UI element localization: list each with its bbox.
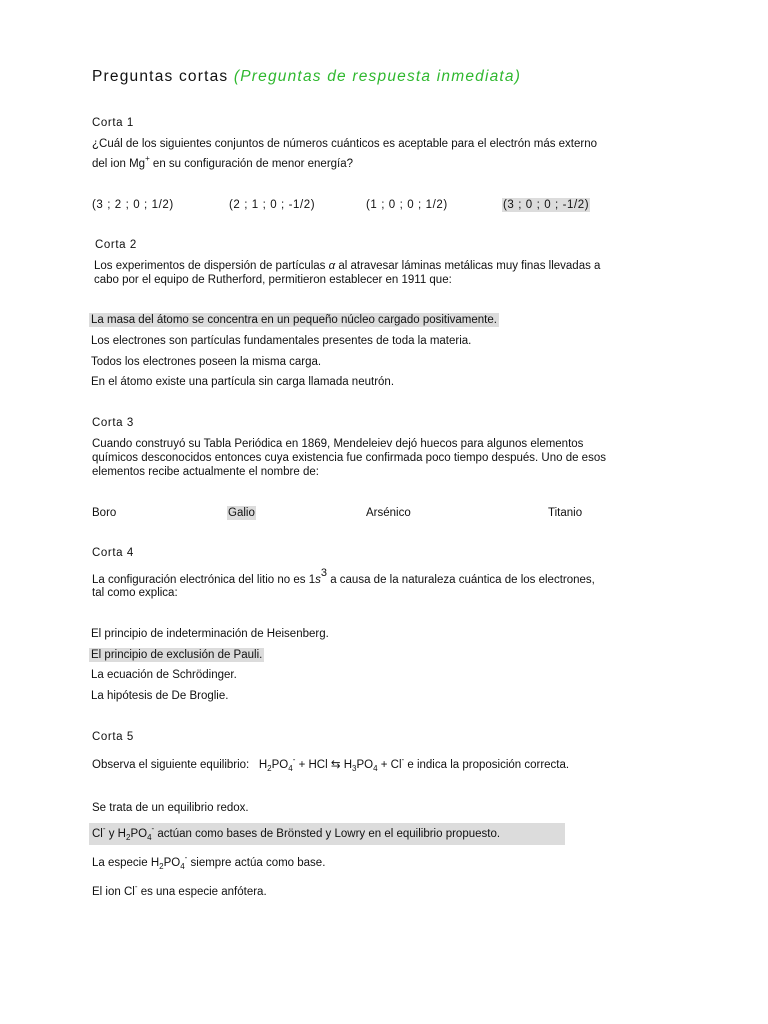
question-4-label: Corta 4 bbox=[92, 547, 134, 559]
q2-text-part: Los experimentos de dispersión de partículas bbox=[94, 260, 329, 272]
q1-option-2[interactable]: (2 ; 1 ; 0 ; -1/2) bbox=[229, 199, 316, 211]
page-title bbox=[92, 68, 521, 86]
q5-opt4-rest: es una especie anfótera. bbox=[137, 886, 267, 898]
question-3-text-line2: químicos desconocidos entonces cuya existencia fue confirmada poco tiempo después. Uno de esos bbox=[92, 452, 606, 464]
q5-equation bbox=[258, 755, 570, 773]
question-2-text-line2: cabo por el equipo de Rutherford, permitieron establecer en 1911 que: bbox=[94, 274, 452, 286]
question-2-label: Corta 2 bbox=[95, 239, 137, 251]
question-1-text-line2 bbox=[92, 154, 354, 170]
q2-option-3[interactable]: Todos los electrones poseen la misma carga. bbox=[91, 356, 322, 368]
q5-sup-minus: - bbox=[151, 824, 155, 833]
q3-option-3[interactable]: Arsénico bbox=[366, 507, 411, 519]
q1-superscript: + bbox=[145, 154, 150, 163]
eq-po: PO bbox=[356, 759, 374, 771]
question-3-text-line1: Cuando construyó su Tabla Periódica en 1869, Mendeleiev dejó huecos para algunos elementos bbox=[92, 438, 584, 450]
q5-option-3[interactable] bbox=[92, 853, 326, 871]
q4-option-3[interactable]: La ecuación de Schrödinger. bbox=[91, 669, 237, 681]
q1-text-part: del ion Mg bbox=[92, 158, 146, 170]
q5-sup-minus: - bbox=[134, 882, 138, 891]
q4-option-2-correct[interactable]: El principio de exclusión de Pauli. bbox=[91, 649, 263, 661]
q2-text-part: al atravesar láminas metálicas muy finas llevadas a bbox=[335, 260, 601, 272]
q1-text-part: en su configuración de menor energía? bbox=[149, 158, 354, 170]
q5-intro: Observa el siguiente equilibrio: bbox=[92, 759, 250, 771]
q4-superscript: 3 bbox=[320, 567, 327, 579]
title-subtitle: (Preguntas de respuesta inmediata) bbox=[233, 68, 522, 85]
q2-option-1-correct[interactable]: La masa del átomo se concentra en un pequeño núcleo cargado positivamente. bbox=[91, 314, 497, 326]
q5-sup-minus: - bbox=[184, 853, 188, 862]
question-4-text-line2: tal como explica: bbox=[92, 587, 178, 599]
equilibrium-arrows-icon: ⇆ bbox=[330, 759, 341, 771]
eq-sub-4: 4 bbox=[288, 764, 293, 773]
q5-opt3-rest: siempre actúa como base. bbox=[187, 857, 326, 869]
eq-plus-cl: + Cl bbox=[377, 759, 402, 771]
q5-opt4-pre: El ion Cl bbox=[92, 886, 135, 898]
question-3-label: Corta 3 bbox=[92, 417, 134, 429]
eq-sup-minus: - bbox=[292, 755, 296, 764]
q5-po: PO bbox=[130, 828, 148, 840]
q4-text-part: La configuración electrónica del litio no es 1 bbox=[92, 574, 316, 586]
question-5-equation-line bbox=[92, 757, 569, 771]
q5-y-h: y H bbox=[105, 828, 126, 840]
eq-sub-2: 2 bbox=[267, 764, 272, 773]
question-1-text-line1: ¿Cuál de los siguientes conjuntos de números cuánticos es aceptable para el electrón más externo bbox=[92, 138, 598, 150]
question-4-text-line1 bbox=[92, 567, 595, 586]
question-5-label: Corta 5 bbox=[92, 731, 134, 743]
q5-option-4[interactable] bbox=[92, 882, 267, 898]
q5-cl: Cl bbox=[92, 828, 103, 840]
q4-option-4[interactable]: La hipótesis de De Broglie. bbox=[91, 690, 229, 702]
eq-after: e indica la proposición correcta. bbox=[404, 759, 570, 771]
question-1-label: Corta 1 bbox=[92, 117, 134, 129]
q2-option-4[interactable]: En el átomo existe una partícula sin carga llamada neutrón. bbox=[91, 376, 395, 388]
eq-sup-minus: - bbox=[401, 755, 405, 764]
title-main: Preguntas cortas bbox=[92, 68, 229, 85]
q1-option-4-correct[interactable]: (3 ; 0 ; 0 ; -1/2) bbox=[503, 199, 590, 211]
q5-sub-2: 2 bbox=[159, 862, 164, 871]
q5-sub-4: 4 bbox=[180, 862, 185, 871]
eq-plus-hcl: + HCl bbox=[295, 759, 331, 771]
q5-sup-minus: - bbox=[102, 824, 106, 833]
q5-opt3-pre: La especie H bbox=[92, 857, 160, 869]
q3-option-2-correct[interactable]: Galio bbox=[228, 507, 255, 519]
q3-option-4[interactable]: Titanio bbox=[548, 507, 583, 519]
q5-option-2-correct[interactable] bbox=[89, 823, 565, 845]
eq-po: PO bbox=[271, 759, 289, 771]
eq-sub-3: 3 bbox=[352, 764, 357, 773]
q4-option-1[interactable]: El principio de indeterminación de Heisenberg. bbox=[91, 628, 329, 640]
q1-option-1[interactable]: (3 ; 2 ; 0 ; 1/2) bbox=[92, 199, 174, 211]
question-2-text-line1 bbox=[94, 260, 600, 272]
eq-h: H bbox=[258, 759, 268, 771]
q5-opt2-rest: actúan como bases de Brönsted y Lowry en el equilibrio propuesto. bbox=[154, 828, 501, 840]
alpha-symbol: α bbox=[328, 260, 336, 272]
q5-sub-4: 4 bbox=[147, 833, 152, 842]
q4-text-part: a causa de la naturaleza cuántica de los electrones, bbox=[327, 574, 595, 586]
question-3-text-line3: elementos recibe actualmente el nombre de: bbox=[92, 466, 319, 478]
q2-option-2[interactable]: Los electrones son partículas fundamentales presentes de toda la materia. bbox=[91, 335, 472, 347]
q1-option-3[interactable]: (1 ; 0 ; 0 ; 1/2) bbox=[366, 199, 448, 211]
q5-sub-2: 2 bbox=[126, 833, 131, 842]
q5-po: PO bbox=[163, 857, 181, 869]
q4-orbital-s: s bbox=[315, 574, 321, 586]
q5-option-1[interactable]: Se trata de un equilibrio redox. bbox=[92, 802, 249, 814]
eq-h: H bbox=[343, 759, 352, 771]
eq-sub-4: 4 bbox=[373, 764, 378, 773]
q3-option-1[interactable]: Boro bbox=[92, 507, 117, 519]
